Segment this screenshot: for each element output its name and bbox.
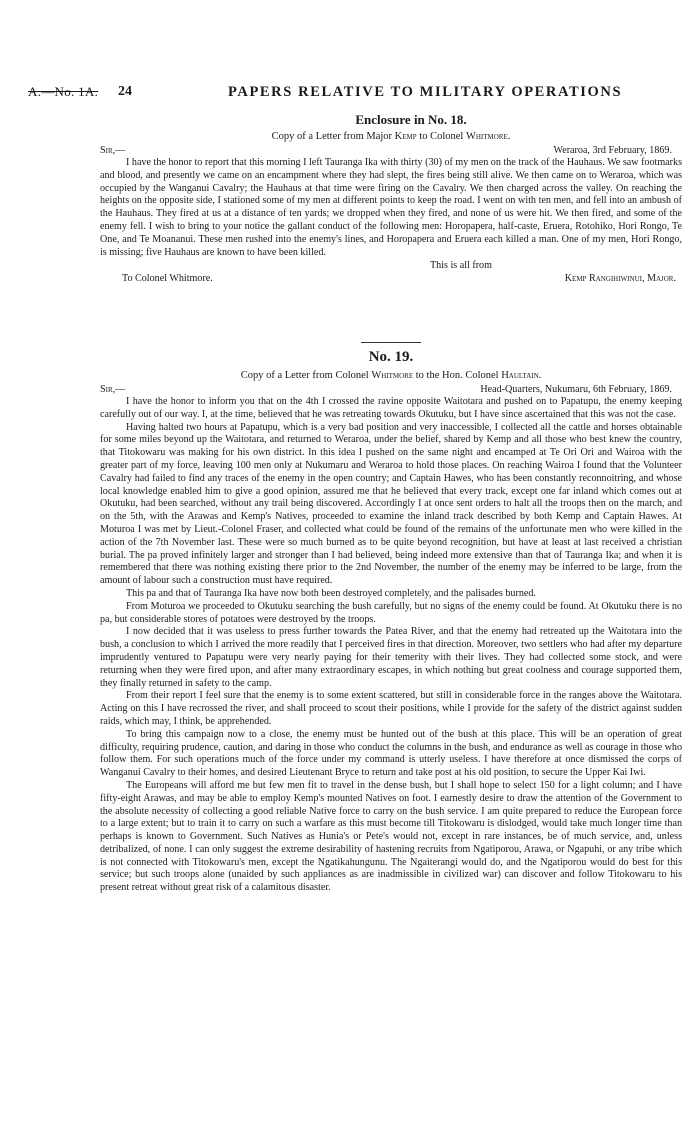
letter-body: I have the honor to report that this morning I left Tauranga Ika with thirty (30) of my men on the track of the Hauhaus. We saw footmarks and blood, and presently we came on an encampment where they had slept, the fires being still alive. We then came on to Weraroa, which was occupied by the Wanganui Cavalry; the Hauhaus at that time were firing on the Cavalry. We then charged across the valley. On reaching the heights on the opposite side, I stationed some of my men at different points to keep the road. I went on with ten men, and fell into an ambush of the Hauhaus. They fired at us at a distance of ten yards; we dropped when they fired, and none of us were hit. We then fired, and some of the enemy fell. I wish to bring to your notice the gallant conduct of the following men: Horopapera, half-caste, Eruera, Rotohiko, Hori Rongo, Te One, and Te Moananui. These men rushed into the enemy's lines, and Horopapera and Eruera each killed a man. One of my men, Hori Rongo, is missing; five Hauhaus are known to have been killed. (100, 157, 682, 258)
document-reference: A.—No. 1A. (28, 84, 99, 99)
paragraph: I have the honor to inform you that on the 4th I crossed the ravine opposite Waitotara and pushed on to Papatupu, the enemy keeping carefully out of our way. I, at the time, believed that he was retreating towards Okutuku, but I have since ascertained that this was not the case. (100, 396, 682, 420)
subheading-recipient: Haultain. (501, 370, 542, 381)
subheading-sender: Whitmore (371, 370, 414, 381)
running-title: PAPERS RELATIVE TO MILITARY OPERATIONS (228, 84, 623, 100)
section-divider (361, 342, 421, 343)
subheading-sender: Kemp (394, 131, 417, 142)
subheading-recipient: Whitmore. (465, 131, 511, 142)
paragraph: To bring this campaign now to a close, the enemy must be hunted out of the bush at this place. This will be an operation of great difficulty, requiring prudence, caution, and daring in those who conduct the columns in the bush, and endurance as well as courage in those who follow them. For such operations much of the force under my command is utterly useless. I have therefore at once dismissed the corps of Wanganui Cavalry to their homes, and desired Lieutenant Bryce to return and take post at his old position, to secure the Upper Kai Iwi. (100, 728, 682, 779)
signature-row (100, 272, 682, 285)
paragraph: From their report I feel sure that the enemy is to some extent scattered, but still in considerable force in the ranges above the Waitotara. Acting on this I have recrossed the river, and shall proceed to scout their positions, while I provide for the safety of the district against sudden raids, which may, I think, be apprehended. (100, 690, 682, 727)
salutation-row (100, 383, 682, 396)
salutation-row (100, 144, 682, 157)
enclosure-18-section (100, 112, 682, 285)
closing: This is all from (430, 260, 492, 272)
subheading-middle: to the Hon. Colonel (413, 370, 502, 381)
subheading-prefix: Copy of a Letter from Colonel (240, 370, 372, 381)
running-header (28, 82, 676, 102)
place-date: Head-Quarters, Nukumaru, 6th February, 1869. (480, 384, 672, 395)
salutation: Sir,— (100, 145, 126, 156)
closing-row (100, 259, 682, 272)
enclosure-18-subheading (100, 130, 682, 143)
addressee: To Colonel Whitmore. (122, 273, 213, 285)
subheading-prefix: Copy of a Letter from Major (271, 131, 395, 142)
place-date: Weraroa, 3rd February, 1869. (553, 145, 672, 156)
no-19-section (100, 342, 682, 895)
paragraph: From Moturoa we proceeded to Okutuku searching the bush carefully, but no signs of the enemy could be found. At Okutuku there is no pa, but considerable stores of potatoes were destroyed by the troops. (100, 600, 682, 625)
paragraph: The Europeans will afford me but few men fit to travel in the dense bush, but I shall hope to select 150 for a light column; and I have fifty-eight Arawas, and may be able to employ Kemp's mounted Natives on foot. I earnestly desire to draw the attention of the Government to the absolute necessity of collecting a good reliable Native force to carry on the bush service. I am quite prepared to reduce the European force to a large extent; but to train it to carry on such a warfare as this must become till Titokowaru is dislodged, would take much longer time than perhaps is known to Government. Such Natives as Hunia's or Pete's would not, except in rare instances, be of much service, and, unless detribalized, of none. I can only suggest the extreme desirability of hastening recruits from Ngatiporou, Arawa, or Ngapuhi, or any tribe which is not connected with Titokowaru's men, except the Ngatikahungunu. The Ngaiterangi would do, and the Ngatiporou would do best for this service; but such troops alone (unaided by such appliances as are inadmissible in civilized war) can discover and follow Titokowaru to his present retreat without great risk of a calamitous disaster. (100, 779, 682, 894)
paragraph: This pa and that of Tauranga Ika have now both been destroyed completely, and the palisades burned. (126, 587, 536, 599)
no-19-subheading (100, 369, 682, 382)
signature: Kemp Rangihiwinui, Major. (564, 273, 676, 285)
no-19-heading: No. 19. (368, 349, 414, 365)
page-number: 24 (118, 84, 132, 99)
salutation: Sir,— (100, 384, 126, 395)
paragraph: I now decided that it was useless to press further towards the Patea River, and that the enemy had retreated up the Waitotara into the bush, a conclusion to which I arrived the more readily that I perceived fires in that direction. Moreover, two settlers who had after my departure imprudently ventured to Papatupu were very nearly paying for their temerity with their lives. They had collected some stock, and were returning when they were fired upon, and after many extraordinary escapes, in which nothing but great coolness and courage supported them, they finally returned in safety to the camp. (100, 626, 682, 689)
subheading-middle: to Colonel (416, 131, 466, 142)
paragraph: Having halted two hours at Papatupu, which is a very bad position and very inaccessible, I collected all the cattle and horses obtainable for some miles beyond up the Waitotara, and returned to Weraroa, under the belief, shared by Kemp and all those who best knew the country, that Titokowaru was making for his own district. In this idea I pushed on the same night and encamped at Te Ori Ori and Wairoa with the greater part of my force, leaving 100 men only at Nukumaru and Weraroa to hold those places. On reaching Wairoa I found that the Volunteer Cavalry had failed to find any traces of the enemy in the open country; and Captain Hawes, who has been constantly reconnoitring, and whose local knowledge enabled him to give a good opinion, assured me that he believed that every track, except one far inland which comes out at Okutuku, had been searched, without any trail being discovered. Accordingly I at once sent orders to halt all the troops then on the march, and on the 5th, with the Arawas and Kemp's Natives, proceeded to examine the inland track described by both Kemp and Captain Hawes. At Moturoa I was met by Lieut.-Colonel Fraser, and collected what could be found of the remains of the unfortunate men who were killed in the action of the 7th November last. These were so much burned as to be quite beyond recognition, but have at least at last received a christian burial. The pa proved infinitely larger and stronger than I had believed, being indeed more extensive than that of Tauranga Ika; and when it is remembered that there was nothing existing there prior to the 2nd November, the number of the enemy may be inferred to be large, from the amount of labour such a construction must have required. (100, 421, 682, 587)
enclosure-18-heading: Enclosure in No. 18. (355, 112, 467, 127)
